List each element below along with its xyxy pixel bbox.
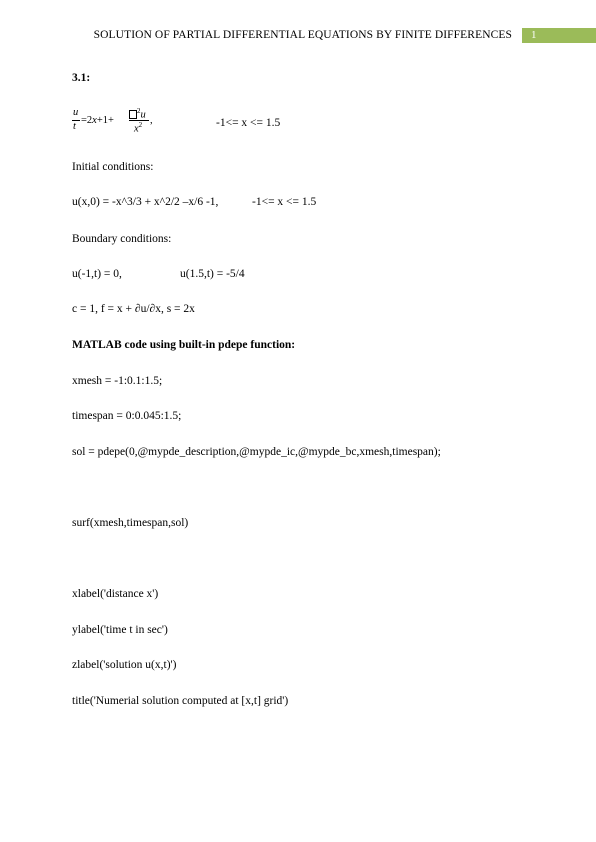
boundary-conditions-label: Boundary conditions: xyxy=(72,233,172,245)
page-header xyxy=(0,28,596,44)
pde-coefficients: c = 1, f = x + ∂u/∂x, s = 2x xyxy=(72,303,195,315)
lhs-numerator: u xyxy=(73,107,79,118)
code-line: surf(xmesh,timespan,sol) xyxy=(72,517,189,529)
code-line: xlabel('distance x') xyxy=(72,588,159,600)
initial-condition-expression: u(x,0) = -x^3/3 + x^2/2 –x/6 -1, xyxy=(72,196,219,208)
boundary-condition-left: u(-1,t) = 0, xyxy=(72,268,122,280)
equation-domain: -1<= x <= 1.5 xyxy=(216,117,281,129)
code-line: timespan = 0:0.045:1.5; xyxy=(72,410,182,422)
pde-equation xyxy=(72,107,172,139)
lhs-denominator: t xyxy=(73,121,76,132)
equation-comma: , xyxy=(150,115,153,126)
partial-symbol-placeholder-icon xyxy=(129,110,137,119)
header-title: SOLUTION OF PARTIAL DIFFERENTIAL EQUATIONS BY FINITE DIFFERENCES xyxy=(93,29,512,41)
matlab-heading: MATLAB code using built-in pdepe function: xyxy=(72,339,296,351)
code-line: xmesh = -1:0.1:1.5; xyxy=(72,375,163,387)
plus-sign: + xyxy=(96,115,103,126)
page-number-badge xyxy=(522,28,596,43)
code-line: title('Numerial solution computed at [x,t] grid') xyxy=(72,695,289,707)
section-heading: 3.1: xyxy=(72,72,91,84)
code-line: zlabel('solution u(x,t)') xyxy=(72,659,177,671)
code-line: ylabel('time t in sec') xyxy=(72,624,168,636)
term-coefficient: 2 xyxy=(86,115,93,126)
initial-condition-domain: -1<= x <= 1.5 xyxy=(252,196,317,208)
rhs-denominator-variable: x xyxy=(134,123,139,135)
equation-middle xyxy=(81,115,114,126)
boundary-condition-right: u(1.5,t) = -5/4 xyxy=(180,268,245,280)
rhs-denominator-power: 2 xyxy=(138,121,143,129)
term-variable: x xyxy=(92,115,97,126)
rhs-numerator-variable: u xyxy=(140,109,146,121)
constant-one: 1 xyxy=(102,115,109,126)
initial-conditions-label: Initial conditions: xyxy=(72,161,154,173)
rhs-numerator xyxy=(129,107,146,121)
rhs-denominator xyxy=(134,121,142,135)
equals-sign: = xyxy=(81,115,87,126)
page-number: 1 xyxy=(531,29,537,41)
code-line: sol = pdepe(0,@mypde_description,@mypde_ic,@mypde_bc,xmesh,timespan); xyxy=(72,446,441,458)
rhs-numerator-power: 2 xyxy=(137,107,141,115)
plus-sign: + xyxy=(108,115,114,126)
